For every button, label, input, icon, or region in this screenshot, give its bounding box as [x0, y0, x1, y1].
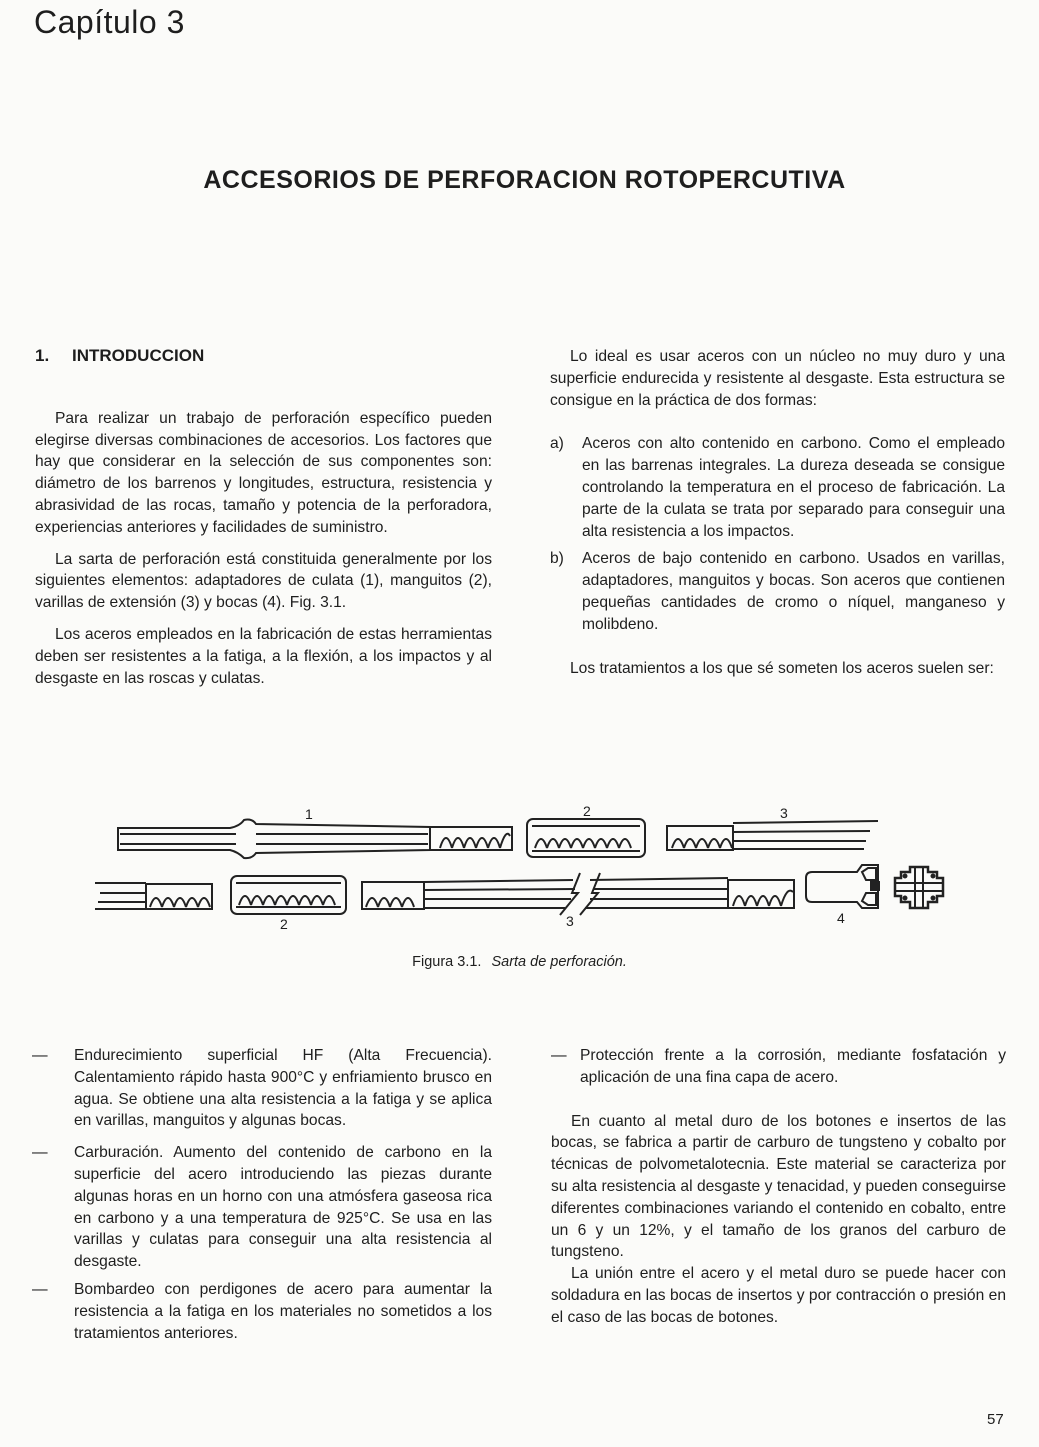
figure-label-1: 1 — [305, 806, 313, 822]
paragraph: Para realizar un trabajo de perforación específico pueden elegirse diversas combinaciones de accesorios. Los factores que hay que considerar en la selección de sus componentes son: diámetro de los barrenos y longitudes, estructura, resistencia y abrasividad de las rocas, tamaño y potencia de la perforadora, experiencias anteriores y facilidades de suministro. — [35, 409, 492, 536]
list-item-text: Aceros con alto contenido en carbono. Como el empleado en las barrenas integrales. La dureza deseada se consigue controlando la temperatura en el proceso de fabricación. La parte de la culata se trata por separado para conseguir una alta resistencia a los impactos. — [582, 435, 1005, 540]
list-item — [32, 1142, 492, 1273]
section-title: INTRODUCCION — [72, 346, 205, 365]
figure-caption — [0, 954, 1039, 970]
paragraph: En cuanto al metal duro de los botones e insertos de las bocas, se fabrica a partir de carburo de tungsteno y cobalto por técnicas de polvometalotecnia. Este material se caracteriza por su alta resistencia al desgaste y tenacidad, y pueden conseguirse diferentes combinaciones variando el contenido en cobalto, entre un 6 y un 12%, y el tamaño de los granos del carburo de tungsteno. — [551, 1112, 1006, 1261]
list-item-text: Bombardeo con perdigones de acero para aumentar la resistencia a la fatiga en los materiales no sometidos a los tratamientos anteriores. — [74, 1280, 492, 1342]
figure-label-3-bottom: 3 — [566, 913, 574, 929]
page-title: ACCESORIOS DE PERFORACION ROTOPERCUTIVA — [203, 166, 846, 194]
drill-bit-front-view — [895, 867, 943, 908]
list-marker: b) — [550, 550, 564, 568]
list-marker: — — [551, 1047, 567, 1064]
coupling-sleeve-drawing-2 — [231, 876, 346, 914]
list-marker: — — [32, 1144, 48, 1162]
list-item — [32, 1045, 492, 1132]
section-number: 1. — [35, 346, 50, 365]
paragraph: Los tratamientos a los que sé someten los aceros suelen ser: — [570, 659, 994, 677]
list-marker: a) — [550, 435, 564, 453]
list-item-text: Aceros de bajo contenido en carbono. Usados en varillas, adaptadores, manguitos y bocas. Son aceros que contienen pequeñas cantidades de cromo o níquel, manganeso y molibdeno. — [582, 550, 1005, 633]
figure-label-2-top: 2 — [583, 803, 591, 819]
extension-rod-drawing-2 — [362, 873, 794, 915]
drill-bit-side-view — [806, 865, 879, 908]
list-item-text: Carburación. Aumento del contenido de carbono en la superficie del acero introduciendo las piezas durante algunas horas en un horno con una atmósfera gaseosa rica en carbono y a una temperatura de 925°C. Se usa en las varillas y culatas para conseguir una alta resistencia al desgaste. — [74, 1144, 492, 1271]
figure-label-4: 4 — [837, 910, 845, 926]
chapter-heading: Capítulo 3 — [34, 4, 185, 40]
list-item — [32, 1279, 492, 1344]
right-column-bottom — [551, 1045, 1006, 1329]
figure-label-3-top: 3 — [780, 805, 788, 821]
paragraph: La sarta de perforación está constituida generalmente por los siguientes elementos: adaptadores de culata (1), manguitos (2), varillas de extensión (3) y bocas (4). Fig. 3.1. — [35, 550, 492, 612]
left-column-bottom — [32, 1045, 492, 1344]
page-number: 57 — [987, 1411, 1004, 1428]
figure-label-2-bottom: 2 — [280, 916, 288, 932]
list-marker: — — [32, 1047, 48, 1064]
figure-caption-label: Figura 3.1. — [412, 954, 482, 970]
list-item-text: Protección frente a la corrosión, mediante fosfatación y aplicación de una fina capa de acero. — [580, 1047, 1006, 1086]
figure-caption-text: Sarta de perforación. — [491, 954, 627, 970]
list-item-text: Endurecimiento superficial HF (Alta Frecuencia). Calentamiento rápido hasta 900°C y enfriamiento brusco en agua. Se obtiene una alta resistencia a la fatiga y se aplica en varillas, manguitos y algunas bocas. — [74, 1047, 492, 1130]
coupling-sleeve-drawing-1 — [527, 819, 645, 857]
paragraph: La unión entre el acero y el metal duro se puede hacer con soldadura en las bocas de insertos y por contracción o presión en el caso de las bocas de botones. — [551, 1265, 1006, 1326]
extension-rod-drawing-1 — [667, 821, 878, 850]
extension-rod-end-drawing — [95, 883, 212, 909]
list-marker: — — [32, 1280, 48, 1298]
shank-adapter-drawing — [118, 820, 512, 859]
paragraph: Los aceros empleados en la fabricación de estas herramientas deben ser resistentes a la fatiga, a la flexión, a los impactos y al desgaste en las roscas y culatas. — [35, 625, 492, 687]
paragraph: Lo ideal es usar aceros con un núcleo no muy duro y una superficie endurecida y resistente al desgaste. Esta estructura se consigue en la práctica de dos formas: — [550, 348, 1005, 409]
list-item — [551, 1045, 1006, 1089]
